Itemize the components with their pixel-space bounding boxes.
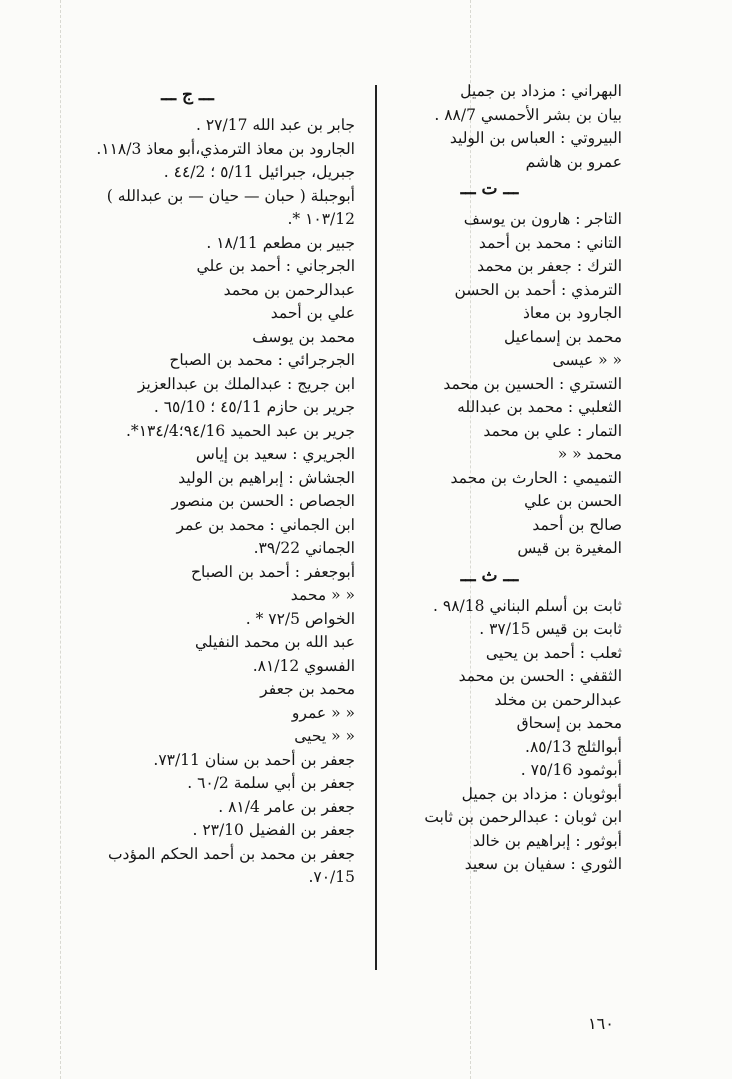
- index-entry: الجماني ۳۹/22.: [253, 539, 355, 557]
- index-entry: الثقفي : الحسن بن محمد: [458, 667, 622, 685]
- index-entry: الترك : جعفر بن محمد: [477, 257, 622, 275]
- index-entry: « « يحيى: [294, 727, 355, 745]
- index-entry: الجرجرائي : محمد بن الصباح: [169, 351, 355, 369]
- index-entry: التمار : علي بن محمد: [483, 421, 622, 440]
- index-entry: الحسن بن علي: [524, 492, 622, 510]
- index-entry: بيان بن بشر الأحمسي ۸۸/7 .: [434, 105, 622, 124]
- index-entry: عبدالرحمن بن مخلد: [494, 690, 622, 709]
- index-entry: أبوجعفر : أحمد بن الصباح: [191, 562, 355, 581]
- index-entry: ابن ثوبان : عبدالرحمن بن ثابت: [424, 808, 622, 826]
- index-entry: البهراني : مزداد بن جميل: [460, 82, 622, 100]
- index-entry: جعفر بن الفضيل ۲۳/10 .: [192, 821, 355, 839]
- index-entry: جبريل، جبرائيل ٥/11 ؛ ٤٤/2 .: [163, 163, 355, 181]
- index-entry: جابر بن عبد الله ۲۷/17 .: [196, 116, 355, 134]
- index-entry: جعفر بن عامر ۸۱/4 .: [218, 797, 355, 816]
- index-entry: جعفر بن أحمد بن سنان ۷۳/11.: [153, 750, 355, 769]
- index-entry: الفسوي ۸۱/12.: [252, 656, 355, 675]
- index-entry: محمد بن إسحاق: [516, 714, 622, 732]
- letter-section-header: ـــ ج ـــ: [161, 85, 214, 105]
- index-entry: أبوالثلج ۸٥/13.: [525, 737, 622, 756]
- index-entry: محمد بن إسماعيل: [503, 327, 622, 346]
- index-entry: جعفر بن محمد بن أحمد الحكم المؤدب: [107, 844, 355, 863]
- letter-section-header: ـــ ت ـــ: [460, 179, 519, 199]
- index-entry: ثابت بن أسلم البناني ۹۸/18 .: [433, 596, 622, 615]
- index-entry: الجرجاني : أحمد بن علي: [196, 257, 355, 275]
- index-entry: محمد « «: [557, 445, 622, 463]
- index-entry: التاني : محمد بن أحمد: [478, 233, 622, 252]
- index-entry: جعفر بن أبي سلمة ٦۰/2 .: [187, 774, 355, 792]
- index-entry: « « عمرو: [291, 703, 355, 722]
- index-entry: ثعلب : أحمد بن يحيى: [485, 643, 622, 662]
- index-entry: الجشاش : إبراهيم بن الوليد: [178, 468, 355, 487]
- index-entry: البيروتي : العباس بن الوليد: [449, 129, 622, 147]
- index-entry: أبوجبلة ( حبان — حيان — بن عبدالله ): [106, 186, 355, 205]
- right-index-column: [357, 80, 622, 877]
- index-entry: محمد بن جعفر: [260, 680, 355, 698]
- index-entry: « « محمد: [290, 586, 355, 604]
- index-entry: التستري : الحسين بن محمد: [443, 374, 622, 393]
- index-entry: علي بن أحمد: [270, 304, 355, 322]
- index-entry: الثعلبي : محمد بن عبدالله: [457, 398, 622, 416]
- index-entry: « « عيسى: [552, 351, 622, 369]
- index-entry: التاجر : هارون بن يوسف: [463, 210, 622, 228]
- index-entry: ۱۰۳/12 *.: [287, 210, 355, 228]
- index-entry: صالح بن أحمد: [532, 515, 622, 534]
- left-index-column: [20, 80, 355, 890]
- index-entry: ثابت بن قيس ۳۷/15 .: [479, 620, 622, 638]
- index-entry: الترمذي : أحمد بن الحسن: [454, 280, 622, 299]
- index-entry: أبوثمود ۷٥/16 .: [520, 761, 622, 779]
- index-entry: ابن جريج : عبدالملك بن عبدالعزيز: [137, 374, 355, 393]
- index-entry: ابن الجماني : محمد بن عمر: [176, 515, 355, 534]
- index-entry: التميمي : الحارث بن محمد: [450, 468, 622, 487]
- index-entry: الجريري : سعيد بن إياس: [195, 445, 355, 463]
- index-entry: أبوثوبان : مزداد بن جميل: [461, 784, 622, 803]
- index-entry: جرير بن حازم ٤٥/11 ؛ ٦٥/10 .: [153, 398, 355, 416]
- column-divider: [375, 85, 377, 970]
- index-entry: المغيرة بن قيس: [517, 539, 622, 557]
- index-entry: الخواص ۷۲/5 * .: [245, 609, 355, 628]
- index-entry: عمرو بن هاشم: [525, 152, 622, 171]
- index-entry: جرير بن عبد الحميد ۹٤/16؛۱۳٤/4*.: [126, 421, 355, 440]
- index-entry: الجصاص : الحسن بن منصور: [171, 492, 355, 510]
- index-entry: عبد الله بن محمد النفيلي: [194, 633, 355, 651]
- index-entry: جبير بن مطعم ۱۸/11 .: [206, 233, 355, 252]
- index-entry: أبوثور : إبراهيم بن خالد: [472, 831, 622, 850]
- letter-section-header: ـــ ث ـــ: [460, 565, 519, 586]
- page-number: ١٦٠: [588, 1014, 614, 1033]
- index-entry: الجارود بن معاذ الترمذي،أبو معاذ ۱۱۸/3.: [96, 139, 355, 158]
- index-entry: الجارود بن معاذ: [522, 304, 622, 322]
- index-entry: محمد بن يوسف: [252, 327, 355, 346]
- index-entry: عبدالرحمن بن محمد: [223, 280, 355, 299]
- index-entry: ۷۰/15.: [308, 868, 355, 886]
- index-entry: الثوري : سفيان بن سعيد: [464, 855, 622, 873]
